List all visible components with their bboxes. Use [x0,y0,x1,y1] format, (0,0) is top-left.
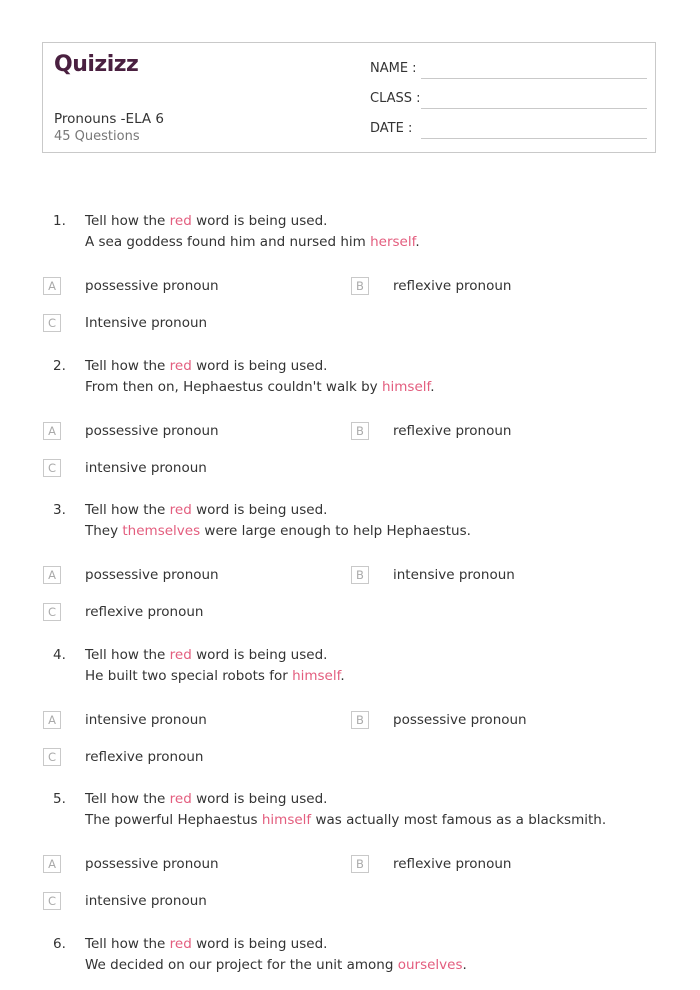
option-text: possessive pronoun [85,278,219,294]
question-number: 5. [53,791,66,807]
question-number: 1. [53,213,66,229]
option-letter-box[interactable]: A [43,855,61,873]
name-line [421,78,647,79]
prompt-highlight: red [169,647,192,663]
option-letter-box[interactable]: B [351,277,369,295]
question-number: 4. [53,647,66,663]
sentence-text: was actually most famous as a blacksmith. [311,812,607,828]
quizizz-logo: Quizizz [54,52,139,77]
sentence-text: They [85,523,123,539]
prompt-text: word is being used. [191,358,328,374]
prompt-highlight: red [169,791,192,807]
sentence-text: From then on, Hephaestus couldn't walk by [85,379,382,395]
option-text: Intensive pronoun [85,315,208,331]
sentence-text: . [462,957,467,973]
option-letter-box[interactable]: B [351,711,369,729]
option-text: reflexive pronoun [85,604,204,620]
option-text: reflexive pronoun [393,423,512,439]
highlighted-pronoun: himself [292,668,341,684]
question-prompt [85,936,327,952]
option-letter-box[interactable]: A [43,277,61,295]
sentence-text: He built two special robots for [85,668,293,684]
option-text: possessive pronoun [393,712,527,728]
option-letter-box[interactable]: A [43,711,61,729]
sentence-text: . [415,234,420,250]
prompt-text: Tell how the [85,936,170,952]
question-prompt [85,502,327,518]
option-text: intensive pronoun [85,460,207,476]
sentence-text: The powerful Hephaestus [85,812,262,828]
question-sentence [85,957,467,973]
sentence-text: A sea goddess found him and nursed him [85,234,371,250]
question-prompt [85,358,327,374]
prompt-text: word is being used. [191,936,328,952]
option-text: possessive pronoun [85,567,219,583]
date-line [421,138,647,139]
question-number: 3. [53,502,66,518]
option-letter-box[interactable]: A [43,566,61,584]
sentence-text: We decided on our project for the unit among [85,957,398,973]
prompt-text: Tell how the [85,647,170,663]
option-text: intensive pronoun [85,712,207,728]
question-number: 6. [53,936,66,952]
prompt-text: Tell how the [85,358,170,374]
highlighted-pronoun: himself [381,379,431,395]
option-text: intensive pronoun [393,567,515,583]
prompt-text: word is being used. [191,213,328,229]
option-letter-box[interactable]: C [43,892,61,910]
option-letter-box[interactable]: B [351,422,369,440]
prompt-highlight: red [169,358,192,374]
class-line [421,108,647,109]
highlighted-pronoun: himself [261,812,312,828]
option-text: reflexive pronoun [393,278,512,294]
question-sentence [85,379,435,395]
prompt-text: word is being used. [191,647,328,663]
option-letter-box[interactable]: B [351,855,369,873]
prompt-text: Tell how the [85,502,170,518]
sentence-text: . [340,668,345,684]
sentence-text: . [430,379,435,395]
option-letter-box[interactable]: C [43,459,61,477]
sentence-text: were large enough to help Hephaestus. [200,523,471,539]
question-prompt [85,791,327,807]
option-text: reflexive pronoun [85,749,204,765]
question-prompt [85,647,327,663]
question-sentence [85,812,606,828]
class-label: CLASS : [370,91,421,106]
prompt-text: word is being used. [191,502,328,518]
question-prompt [85,213,327,229]
option-letter-box[interactable]: C [43,314,61,332]
question-number: 2. [53,358,66,374]
question-sentence [85,234,420,250]
name-label: NAME : [370,61,417,76]
prompt-text: Tell how the [85,213,170,229]
prompt-text: word is being used. [191,791,328,807]
prompt-highlight: red [169,213,192,229]
highlighted-pronoun: herself [370,234,416,250]
prompt-highlight: red [169,936,192,952]
prompt-highlight: red [169,502,192,518]
worksheet-title: Pronouns -ELA 6 [54,111,165,127]
highlighted-pronoun: themselves [122,523,201,539]
highlighted-pronoun: ourselves [397,957,463,973]
option-letter-box[interactable]: C [43,748,61,766]
option-text: possessive pronoun [85,423,219,439]
option-text: possessive pronoun [85,856,219,872]
prompt-text: Tell how the [85,791,170,807]
option-letter-box[interactable]: B [351,566,369,584]
question-count: 45 Questions [54,129,140,144]
option-letter-box[interactable]: C [43,603,61,621]
date-label: DATE : [370,121,413,136]
option-text: reflexive pronoun [393,856,512,872]
question-sentence [85,668,345,684]
worksheet-header [42,42,656,153]
question-sentence [85,523,471,539]
option-letter-box[interactable]: A [43,422,61,440]
option-text: intensive pronoun [85,893,207,909]
